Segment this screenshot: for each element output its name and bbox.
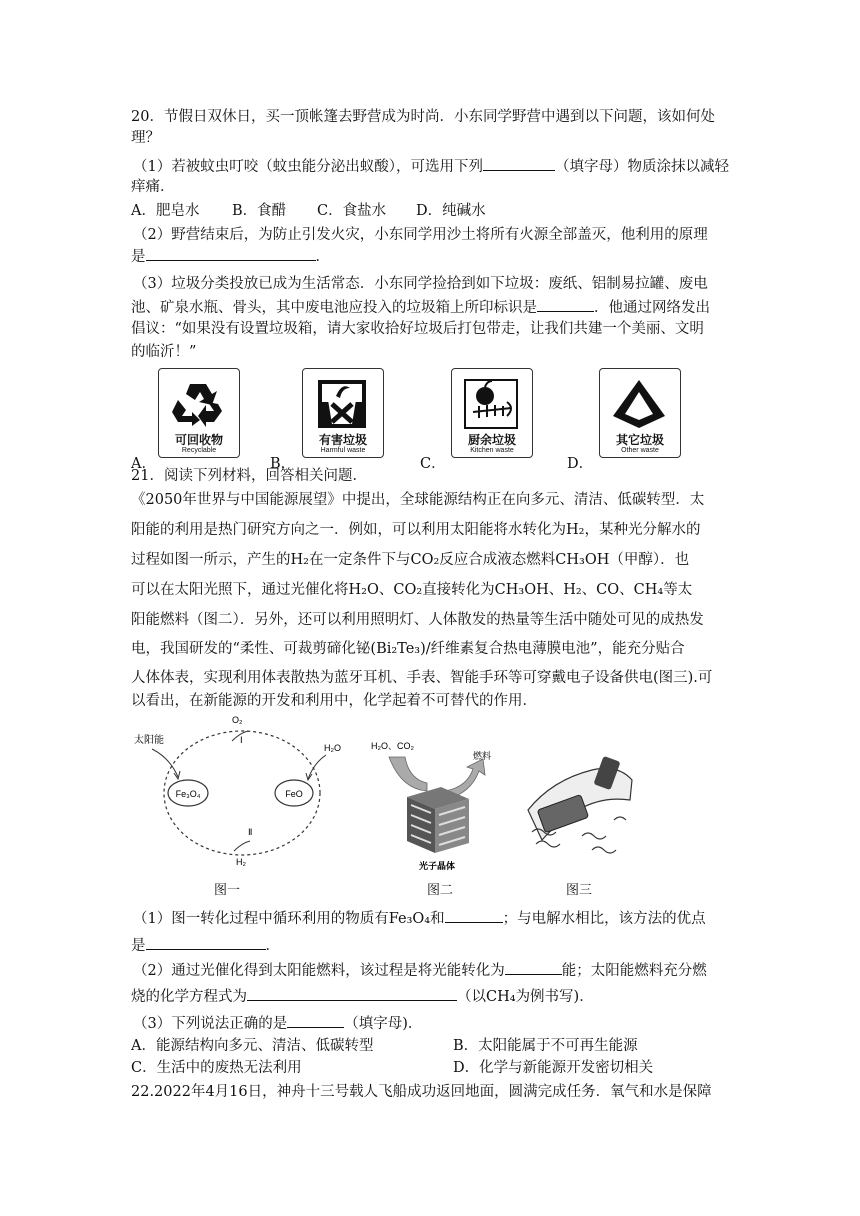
q21-part1-line: （1）图一转化过程中循环利用的物质有Fe₃O₄和 ；与电解水相比，该方法的优点: [133, 908, 706, 929]
bin-harmful: [302, 368, 384, 458]
q21-part2-line2: 烧的化学方程式为 （以CH₄为例书写)．: [131, 986, 594, 1007]
fe3o4-label: Fe₃O₄: [175, 789, 201, 799]
q20-stem-line1: 20．节假日双休日，买一顶帐篷去野营成为时尚．小东同学野营中遇到以下问题，该如何处: [131, 109, 715, 125]
figure-1-caption: 图一: [214, 883, 241, 898]
q21-part1-line2: 是 ．: [131, 935, 280, 956]
q21-material-line8: 以看出，在新能源的开发和利用中，化学起着不可替代的作用．: [131, 693, 537, 709]
q20-part3-line2: 池、矿泉水瓶、骨头，其中废电池应投入的垃圾箱上所印标识是 ．他通过网络发出: [131, 297, 710, 318]
bin-kitchen-en: Kitchen waste: [470, 447, 514, 454]
bin-other: [599, 368, 681, 458]
recycle-icon: [168, 378, 228, 430]
kitchen-waste-icon: [461, 378, 521, 430]
bin-recyclable-en: Recyclable: [181, 447, 217, 454]
q20-part1-line2: 痒痛．: [131, 179, 175, 195]
bin-other-en: Other waste: [621, 447, 659, 454]
q21-material-line5: 阳能燃料（图二）．另外，还可以利用照明灯、人体散发的热量等生活中随处可见的成热发: [131, 612, 704, 628]
bin-letter-b: B．: [270, 456, 296, 472]
q21-material-line1: 《2050年世界与中国能源展望》中提出，全球能源结构正在向多元、清洁、低碳转型．太: [131, 492, 705, 508]
q20-part2-line: （2）野营结束后，为防止引发火灾，小东同学用沙土将所有火源全部盖灭，他利用的原理: [133, 227, 708, 243]
reaction-1-label: Ⅰ: [240, 735, 243, 745]
bin-harmful-cn: 有害垃圾: [318, 433, 367, 447]
fig2-crystal-label: 光子晶体: [419, 862, 456, 872]
h2-label: H₂: [236, 857, 246, 867]
o2-label: O₂: [232, 715, 243, 725]
bin-kitchen: [451, 368, 533, 458]
bin-letter-c: C．: [420, 456, 446, 472]
q20-option-c: C．食盐水: [317, 203, 387, 219]
q20-stem-line2: 理？: [131, 130, 160, 146]
reaction-2-label: Ⅱ: [248, 827, 253, 837]
figure-3-wearable-device: [522, 740, 637, 870]
q21-option-d: D．化学与新能源开发密切相关: [453, 1060, 654, 1076]
bin-letter-d: D．: [567, 456, 594, 472]
crystal-block: [407, 787, 469, 853]
q21-option-b: B．太阳能属于不可再生能源: [453, 1038, 638, 1054]
bin-letter-a: A．: [131, 456, 156, 472]
figure-3-caption: 图三: [566, 883, 593, 898]
q20-part3-line4: 的临沂！”: [131, 344, 197, 360]
figure-2-photonic-crystal: [365, 735, 515, 875]
bin-harmful-en: Harmful waste: [320, 447, 366, 454]
fig2-fuel-label: 燃料: [473, 752, 492, 762]
q21-part3-line: （3）下列说法正确的是 （填字母)．: [133, 1013, 422, 1034]
q20-option-a: A．肥皂水: [131, 203, 200, 219]
bin-recyclable-cn: 可回收物: [174, 433, 223, 447]
other-waste-icon: [609, 378, 669, 430]
q20-option-d: D．纯碱水: [416, 203, 486, 219]
q21-material-line4: 可以在太阳光照下，通过光催化将H₂O、CO₂直接转化为CH₃OH、H₂、CO、CH₄等太: [131, 582, 693, 598]
q21-material-line6: 电，我国研发的“柔性、可裁剪碲化铋(Bi₂Te₃)/纤维素复合热电薄膜电池”，能充分贴合: [131, 641, 685, 657]
q20-part2-line2: 是 ．: [131, 246, 330, 267]
q22-stem-line1: 22.2022年4月16日，神舟十三号载人飞船成功返回地面，圆满完成任务．氧气和水是保障: [131, 1084, 712, 1100]
q20-part3-line: （3）垃圾分类投放已成为生活常态．小东同学捡拾到如下垃圾：废纸、铝制易拉罐、废电: [133, 276, 708, 292]
bin-recyclable: [158, 368, 240, 458]
q20-options: [131, 201, 486, 221]
q20-part1-line: （1）若被蚊虫叮咬（蚊虫能分泌出蚁酸），可选用下列 （填字母）物质涂抹以减轻: [133, 156, 729, 177]
q21-material-line2: 阳能的利用是热门研究方向之一．例如，可以利用太阳能将水转化为H₂，某种光分解水的: [131, 522, 701, 538]
figure-1-cycle: [130, 713, 370, 873]
bin-other-cn: 其它垃圾: [615, 433, 664, 447]
q21-option-a: A．能源结构向多元、清洁、低碳转型: [131, 1038, 374, 1054]
feo-label: FeO: [285, 789, 303, 799]
q21-material-line7: 人体体表，实现利用体表散热为蓝牙耳机、手表、智能手环等可穿戴电子设备供电(图三).可: [131, 670, 713, 686]
sun-energy-label: 太阳能: [134, 735, 164, 746]
h2o-label: H₂O: [324, 743, 341, 753]
harmful-waste-icon: [312, 378, 372, 430]
h2-arrow: [234, 841, 250, 851]
fig2-inputs-label: H₂O、CO₂: [371, 741, 414, 751]
q20-option-b: B．食醋: [232, 203, 287, 219]
input-arrow: [389, 757, 427, 791]
q21-part2-line: （2）通过光催化得到太阳能燃料，该过程是将光能转化为 能；太阳能燃料充分燃: [133, 960, 707, 981]
q21-option-c: C．生活中的废热无法利用: [131, 1060, 302, 1076]
bin-kitchen-cn: 厨余垃圾: [467, 433, 516, 447]
q21-material-line3: 过程如图一所示，产生的H₂在一定条件下与CO₂反应合成液态燃料CH₃OH（甲醇）．也: [131, 552, 690, 568]
figure-2-caption: 图二: [427, 883, 454, 898]
q21-stem: 21．阅读下列材料，回答相关问题．: [131, 468, 367, 484]
q20-part3-line3: 倡议：“如果没有设置垃圾箱，请大家收拾好垃圾后打包带走，让我们共建一个美丽、文明: [131, 321, 704, 337]
